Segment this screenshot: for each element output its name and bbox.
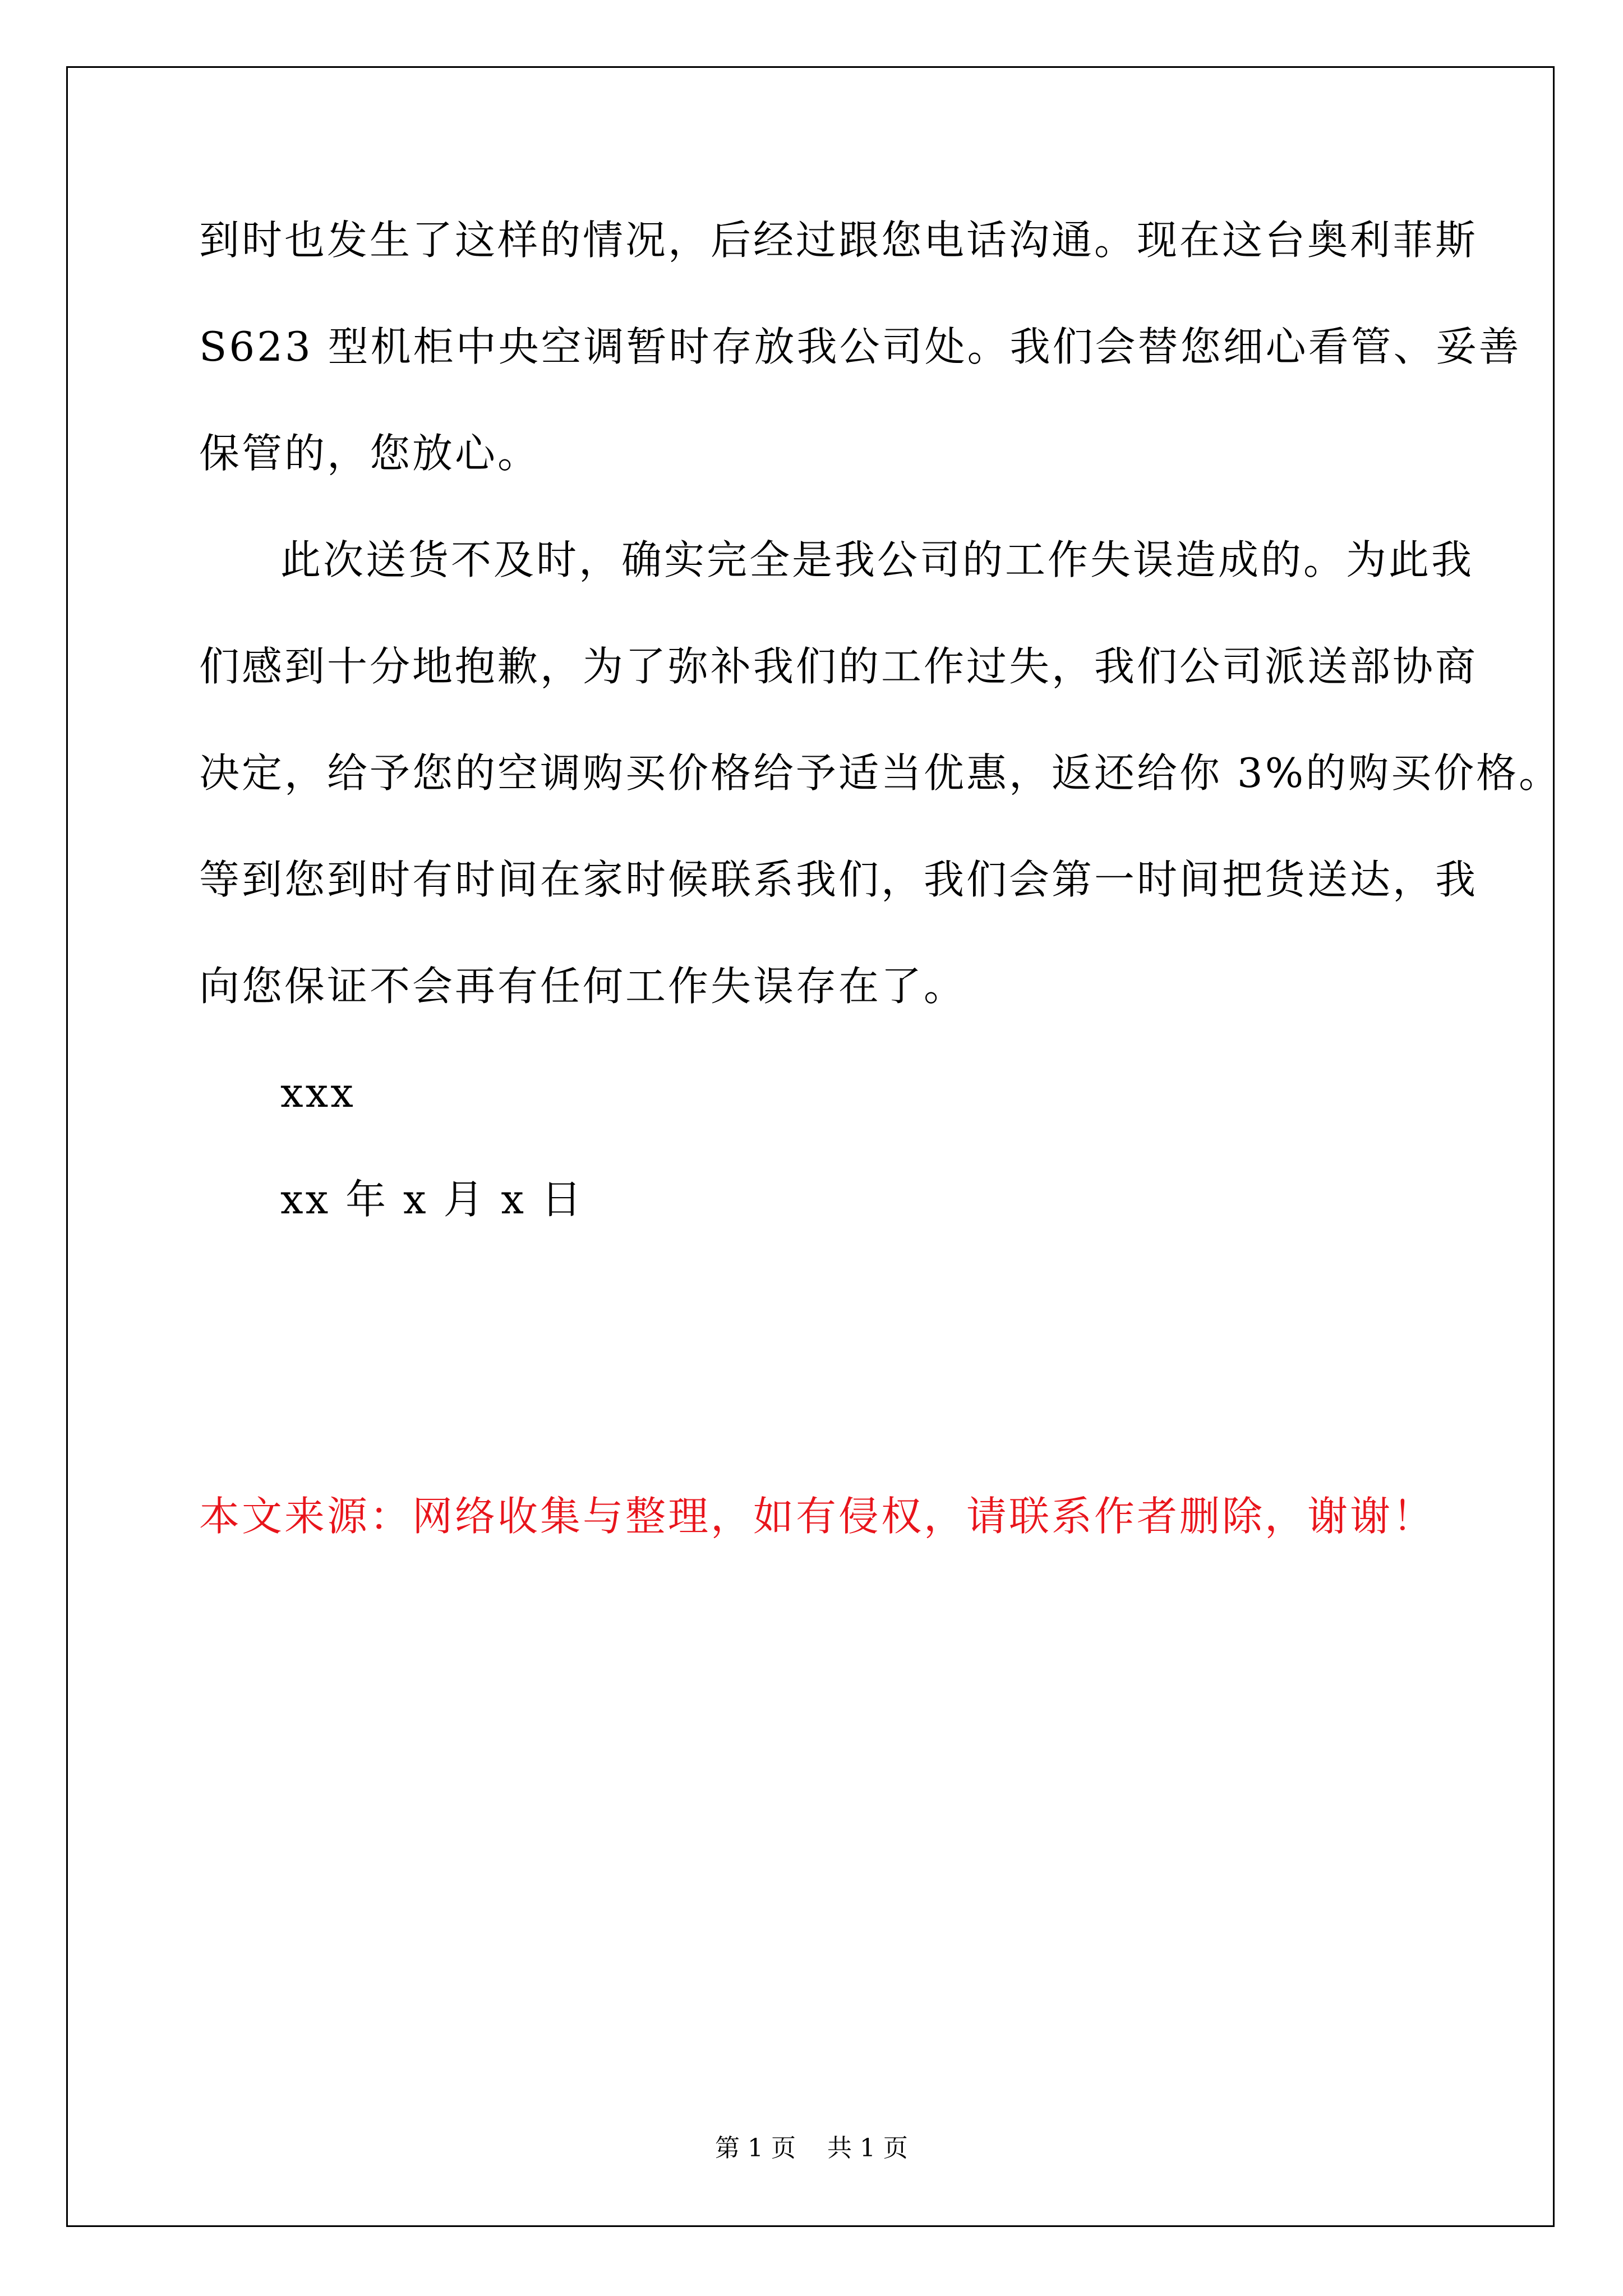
source-note: 本文来源：网络收集与整理，如有侵权，请联系作者删除，谢谢！ xyxy=(199,1493,1436,1540)
body-line-5: 们感到十分地抱歉，为了弥补我们的工作过失，我们公司派送部协商 xyxy=(199,643,1478,690)
body-line-4: 此次送货不及时，确实完全是我公司的工作失误造成的。为此我 xyxy=(280,536,1474,583)
page-border xyxy=(66,66,1555,2227)
body-line-6: 决定，给予您的空调购买价格给予适当优惠，返还给你 3%的购买价格。 xyxy=(199,749,1562,797)
body-line-1: 到时也发生了这样的情况，后经过跟您电话沟通。现在这台奥利菲斯 xyxy=(199,217,1478,264)
body-line-8: 向您保证不会再有任何工作失误存在了。 xyxy=(199,963,967,1010)
body-line-3: 保管的，您放心。 xyxy=(199,430,541,477)
page-number-footer: 第 1 页 共 1 页 xyxy=(715,2134,908,2162)
body-line-7: 等到您到时有时间在家时候联系我们，我们会第一时间把货送达，我 xyxy=(199,856,1478,903)
letter-date: xx 年 x 月 x 日 xyxy=(280,1176,584,1223)
signature: xxx xyxy=(280,1069,356,1116)
body-line-2: S623 型机柜中央空调暂时存放我公司处。我们会替您细心看管、妥善 xyxy=(199,323,1521,370)
